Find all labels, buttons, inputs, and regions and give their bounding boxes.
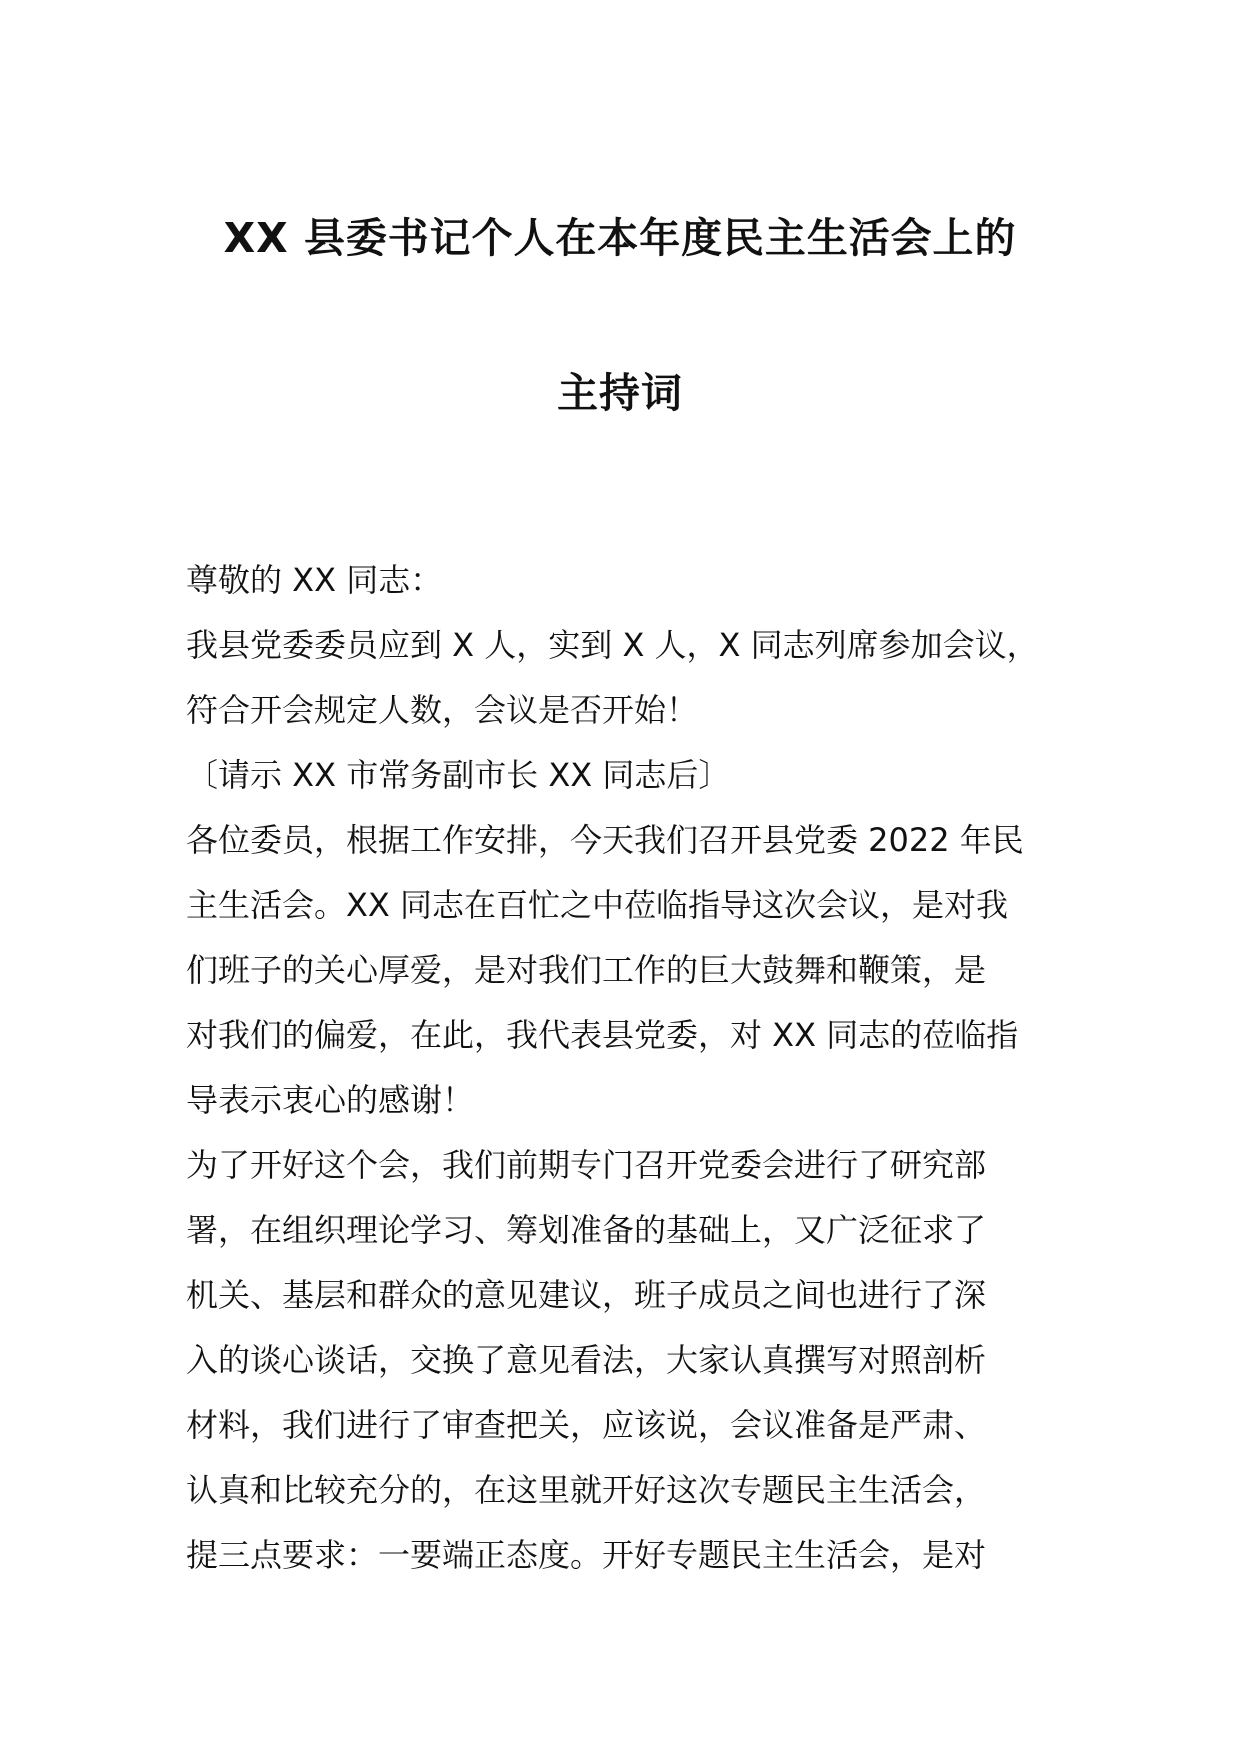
body-line: [186, 1068, 1060, 1133]
body-line: [186, 938, 1060, 1003]
body-line-text: 为了开好这个会，我们前期专门召开党委会进行了研究部: [186, 1146, 987, 1184]
body-line: [186, 1523, 1060, 1588]
body-line: [186, 613, 1060, 678]
body-line-text: 各位委员，根据工作安排，今天我们召开县党委 2022 年民: [186, 821, 1024, 859]
document-body: [186, 548, 1060, 1588]
body-line-text: 主生活会。XX 同志在百忙之中莅临指导这次会议，是对我: [186, 886, 1009, 924]
body-line-text: 符合开会规定人数，会议是否开始！: [186, 691, 699, 729]
body-line: [186, 1133, 1060, 1198]
body-line: [186, 873, 1060, 938]
body-line: [186, 1458, 1060, 1523]
body-line-text: 们班子的关心厚爱，是对我们工作的巨大鼓舞和鞭策，是: [186, 951, 987, 989]
body-line: [186, 1328, 1060, 1393]
body-line-text: 材料，我们进行了审查把关，应该说，会议准备是严肃、: [186, 1406, 987, 1444]
body-line-text: 机关、基层和群众的意见建议，班子成员之间也进行了深: [186, 1276, 987, 1314]
body-line: [186, 1003, 1060, 1068]
body-line-text: 入的谈心谈话，交换了意见看法，大家认真撰写对照剖析: [186, 1341, 987, 1379]
salutation-line: [186, 548, 1060, 613]
document-title-line-2: 主持词: [557, 369, 683, 417]
body-line-text: 我县党委委员应到 X 人，实到 X 人，X 同志列席参加会议，: [186, 626, 1039, 664]
body-line-text: 对我们的偏爱，在此，我代表县党委，对 XX 同志的莅临指: [186, 1016, 1019, 1054]
body-line: [186, 1198, 1060, 1263]
body-line: [186, 1393, 1060, 1458]
body-line: [186, 743, 1060, 808]
body-line-text: 尊敬的 XX 同志：: [186, 561, 443, 599]
body-line-text: 提三点要求：一要端正态度。开好专题民主生活会，是对: [186, 1536, 987, 1574]
body-line: [186, 808, 1060, 873]
document-title-line-1: XX 县委书记个人在本年度民主生活会上的: [223, 214, 1017, 262]
body-line: [186, 1263, 1060, 1328]
body-line-text: 〔请示 XX 市常务副市长 XX 同志后〕: [186, 756, 731, 794]
body-line-text: 署，在组织理论学习、筹划准备的基础上，又广泛征求了: [186, 1211, 987, 1249]
body-line-text: 导表示衷心的感谢！: [186, 1081, 475, 1119]
body-line: [186, 678, 1060, 743]
body-line-text: 认真和比较充分的，在这里就开好这次专题民主生活会，: [186, 1471, 987, 1509]
